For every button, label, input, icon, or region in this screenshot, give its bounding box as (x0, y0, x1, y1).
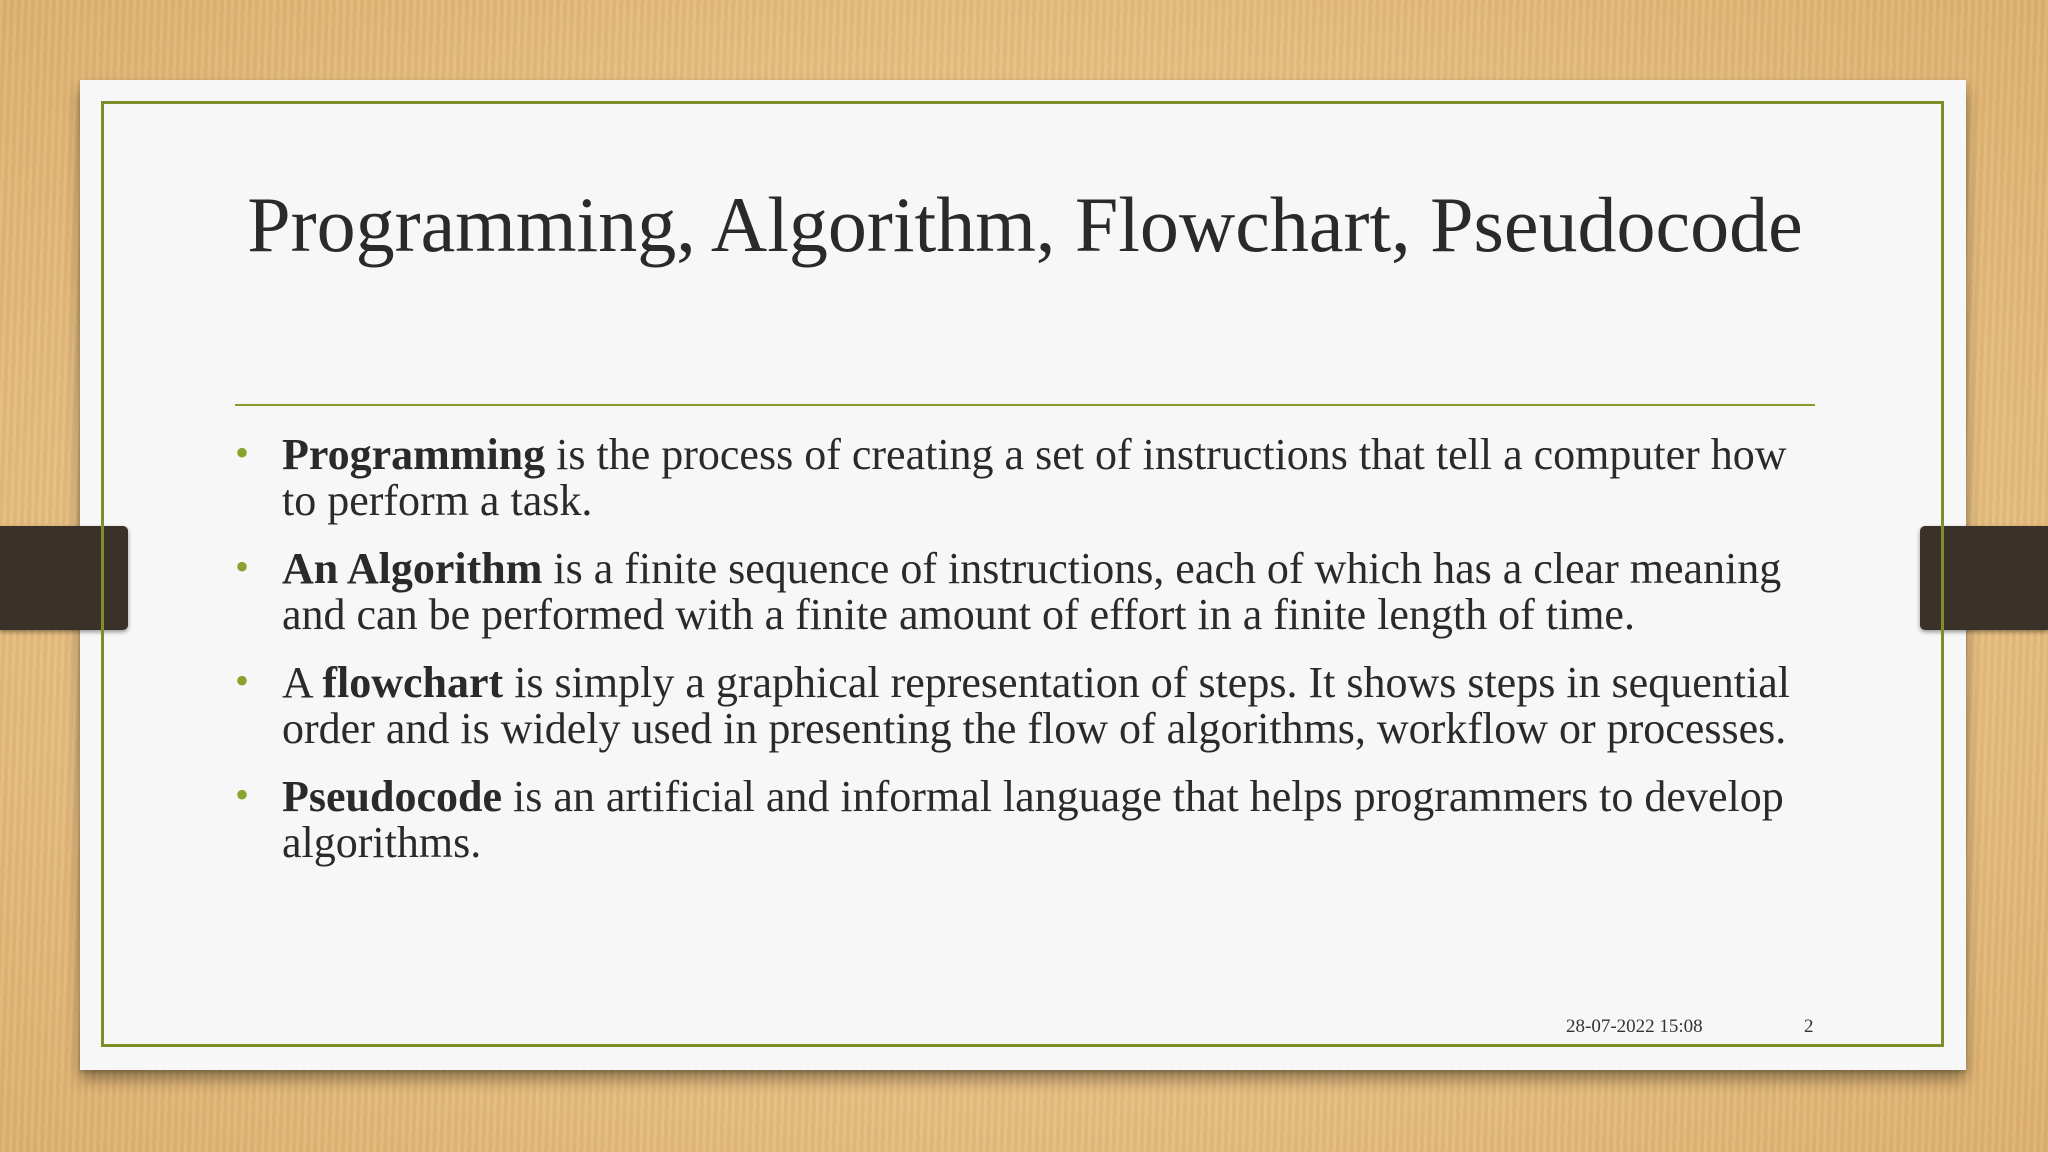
bullet-term: flowchart (322, 658, 504, 707)
bullet-item (235, 660, 1825, 752)
bullet-term: Programming (282, 430, 546, 479)
slide-title: Programming, Algorithm, Flowchart, Pseudocode (247, 181, 1803, 268)
page-number: 2 (1804, 1016, 1814, 1037)
footer-date: 28-07-2022 15:08 (1566, 1016, 1703, 1037)
bullet-item (235, 774, 1825, 866)
bullet-icon: • (235, 544, 250, 589)
bullet-text: is a finite sequence of instructions, each of which has a clear meaning and can be performed with a finite amount of effort in a finite length of time. (282, 544, 1782, 639)
bullet-text: is an artificial and informal language that helps programmers to develop algorithms. (282, 772, 1784, 867)
bullet-text: is simply a graphical representation of steps. It shows steps in sequential order and is widely used in presenting the flow of algorithms, workflow or processes. (282, 658, 1790, 753)
bullet-text: is the process of creating a set of instructions that tell a computer how to perform a task. (282, 430, 1787, 525)
title-divider (235, 404, 1815, 406)
bullet-item (235, 546, 1825, 638)
bullet-list (235, 432, 1825, 888)
bullet-item (235, 432, 1825, 524)
bullet-prefix: A (282, 658, 323, 707)
bullet-icon: • (235, 772, 250, 817)
bullet-term: An Algorithm (282, 544, 543, 593)
bullet-term: Pseudocode (282, 772, 502, 821)
bullet-icon: • (235, 658, 250, 703)
bullet-icon: • (235, 430, 250, 475)
